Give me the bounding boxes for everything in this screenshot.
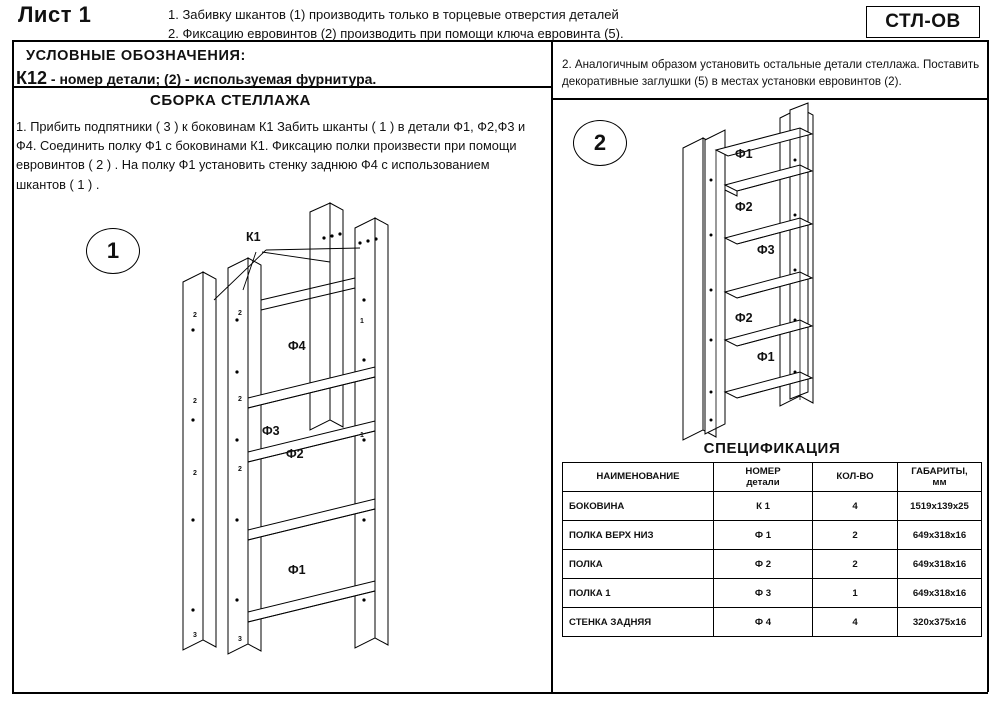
spec-col-dim: ГАБАРИТЫ, мм bbox=[898, 463, 982, 492]
table-row bbox=[563, 579, 982, 608]
spec-cell-qty: 4 bbox=[813, 492, 898, 521]
spec-cell-num: Ф 1 bbox=[714, 521, 813, 550]
table-row bbox=[563, 492, 982, 521]
right-part-label-f1-top: Ф1 bbox=[735, 147, 753, 161]
spec-cell-name: ПОЛКА bbox=[563, 550, 714, 579]
product-code-box: СТЛ-ОВ bbox=[866, 6, 980, 38]
spec-cell-dim: 649х318х16 bbox=[898, 550, 982, 579]
spec-cell-qty: 2 bbox=[813, 521, 898, 550]
spec-cell-name: СТЕНКА ЗАДНЯЯ bbox=[563, 608, 714, 637]
spec-cell-num: Ф 4 bbox=[714, 608, 813, 637]
part-label-f2: Ф2 bbox=[286, 447, 304, 461]
spec-cell-dim: 320х375х16 bbox=[898, 608, 982, 637]
right-part-label-f3: Ф3 bbox=[757, 243, 775, 257]
spec-cell-qty: 4 bbox=[813, 608, 898, 637]
mark-2-d: 2 bbox=[238, 310, 242, 317]
table-row bbox=[563, 550, 982, 579]
mark-3-b: 3 bbox=[238, 636, 242, 643]
page-title: Лист 1 bbox=[18, 2, 92, 27]
right-part-label-f2-upper: Ф2 bbox=[735, 200, 753, 214]
assembly-text: 1. Прибить подпятники ( 3 ) к боковинам К1 Забить шканты ( 1 ) в детали Ф1, Ф2,Ф3 и Ф4. Соединить полку Ф1 с боковинами К1. Фиксацию полки произвести при помощи евровинтов ( 2 ) . На полку Ф1 установить стенку заднюю Ф4 с использованием шкантов ( 1 ) . bbox=[16, 119, 526, 192]
mark-2-b: 2 bbox=[193, 398, 197, 405]
mark-1-b: 1 bbox=[360, 432, 364, 439]
part-label-f3: Ф3 bbox=[262, 424, 280, 438]
step-marker-1: 1 bbox=[86, 228, 140, 274]
spec-table bbox=[562, 462, 982, 637]
spec-cell-dim: 649х318х16 bbox=[898, 521, 982, 550]
part-label-f4: Ф4 bbox=[288, 339, 306, 353]
spec-col-number bbox=[714, 463, 813, 492]
header-note-1: 1. Забивку шкантов (1) производить только в торцевые отверстия деталей bbox=[168, 7, 619, 22]
spec-cell-dim: 649х318х16 bbox=[898, 579, 982, 608]
spec-title: СПЕЦИФИКАЦИЯ bbox=[703, 440, 841, 457]
mark-2-f: 2 bbox=[238, 466, 242, 473]
header-note-2: 2. Фиксацию евровинтов (2) производить при помощи ключа евровинта (5). bbox=[168, 25, 624, 41]
spec-col-number-line2: детали bbox=[746, 477, 780, 488]
legend-title: УСЛОВНЫЕ ОБОЗНАЧЕНИЯ: bbox=[26, 48, 246, 64]
mark-2-e: 2 bbox=[238, 396, 242, 403]
spec-col-qty: КОЛ-ВО bbox=[813, 463, 898, 492]
assembly-title: СБОРКА СТЕЛЛАЖА bbox=[150, 92, 311, 109]
spec-cell-name: ПОЛКА ВЕРХ НИЗ bbox=[563, 521, 714, 550]
mark-2-c: 2 bbox=[193, 470, 197, 477]
spec-header-row bbox=[563, 463, 982, 492]
spec-col-number-line1: НОМЕР bbox=[745, 465, 781, 477]
spec-cell-num: Ф 3 bbox=[714, 579, 813, 608]
spec-cell-num: Ф 2 bbox=[714, 550, 813, 579]
spec-cell-name: БОКОВИНА bbox=[563, 492, 714, 521]
legend-key-text: - номер детали; (2) - используемая фурнитура. bbox=[50, 71, 377, 87]
legend-key-code: К12 bbox=[16, 68, 48, 88]
spec-cell-qty: 1 bbox=[813, 579, 898, 608]
mark-3-a: 3 bbox=[193, 632, 197, 639]
part-label-f1: Ф1 bbox=[288, 563, 306, 577]
mark-1-a: 1 bbox=[360, 318, 364, 325]
callout-k1: К1 bbox=[246, 230, 261, 244]
table-row bbox=[563, 521, 982, 550]
step2-note: 2. Аналогичным образом установить остальные детали стеллажа. Поставить декоративные заглушки (5) в местах установки евровинтов (2). bbox=[562, 58, 980, 89]
right-part-label-f1-bottom: Ф1 bbox=[757, 350, 775, 364]
spec-cell-num: К 1 bbox=[714, 492, 813, 521]
spec-col-name: НАИМЕНОВАНИЕ bbox=[563, 463, 714, 492]
spec-cell-qty: 2 bbox=[813, 550, 898, 579]
mark-2-a: 2 bbox=[193, 312, 197, 319]
table-row bbox=[563, 608, 982, 637]
spec-cell-dim: 1519х139х25 bbox=[898, 492, 982, 521]
spec-cell-name: ПОЛКА 1 bbox=[563, 579, 714, 608]
step-marker-2: 2 bbox=[573, 120, 627, 166]
right-part-label-f2-lower: Ф2 bbox=[735, 311, 753, 325]
